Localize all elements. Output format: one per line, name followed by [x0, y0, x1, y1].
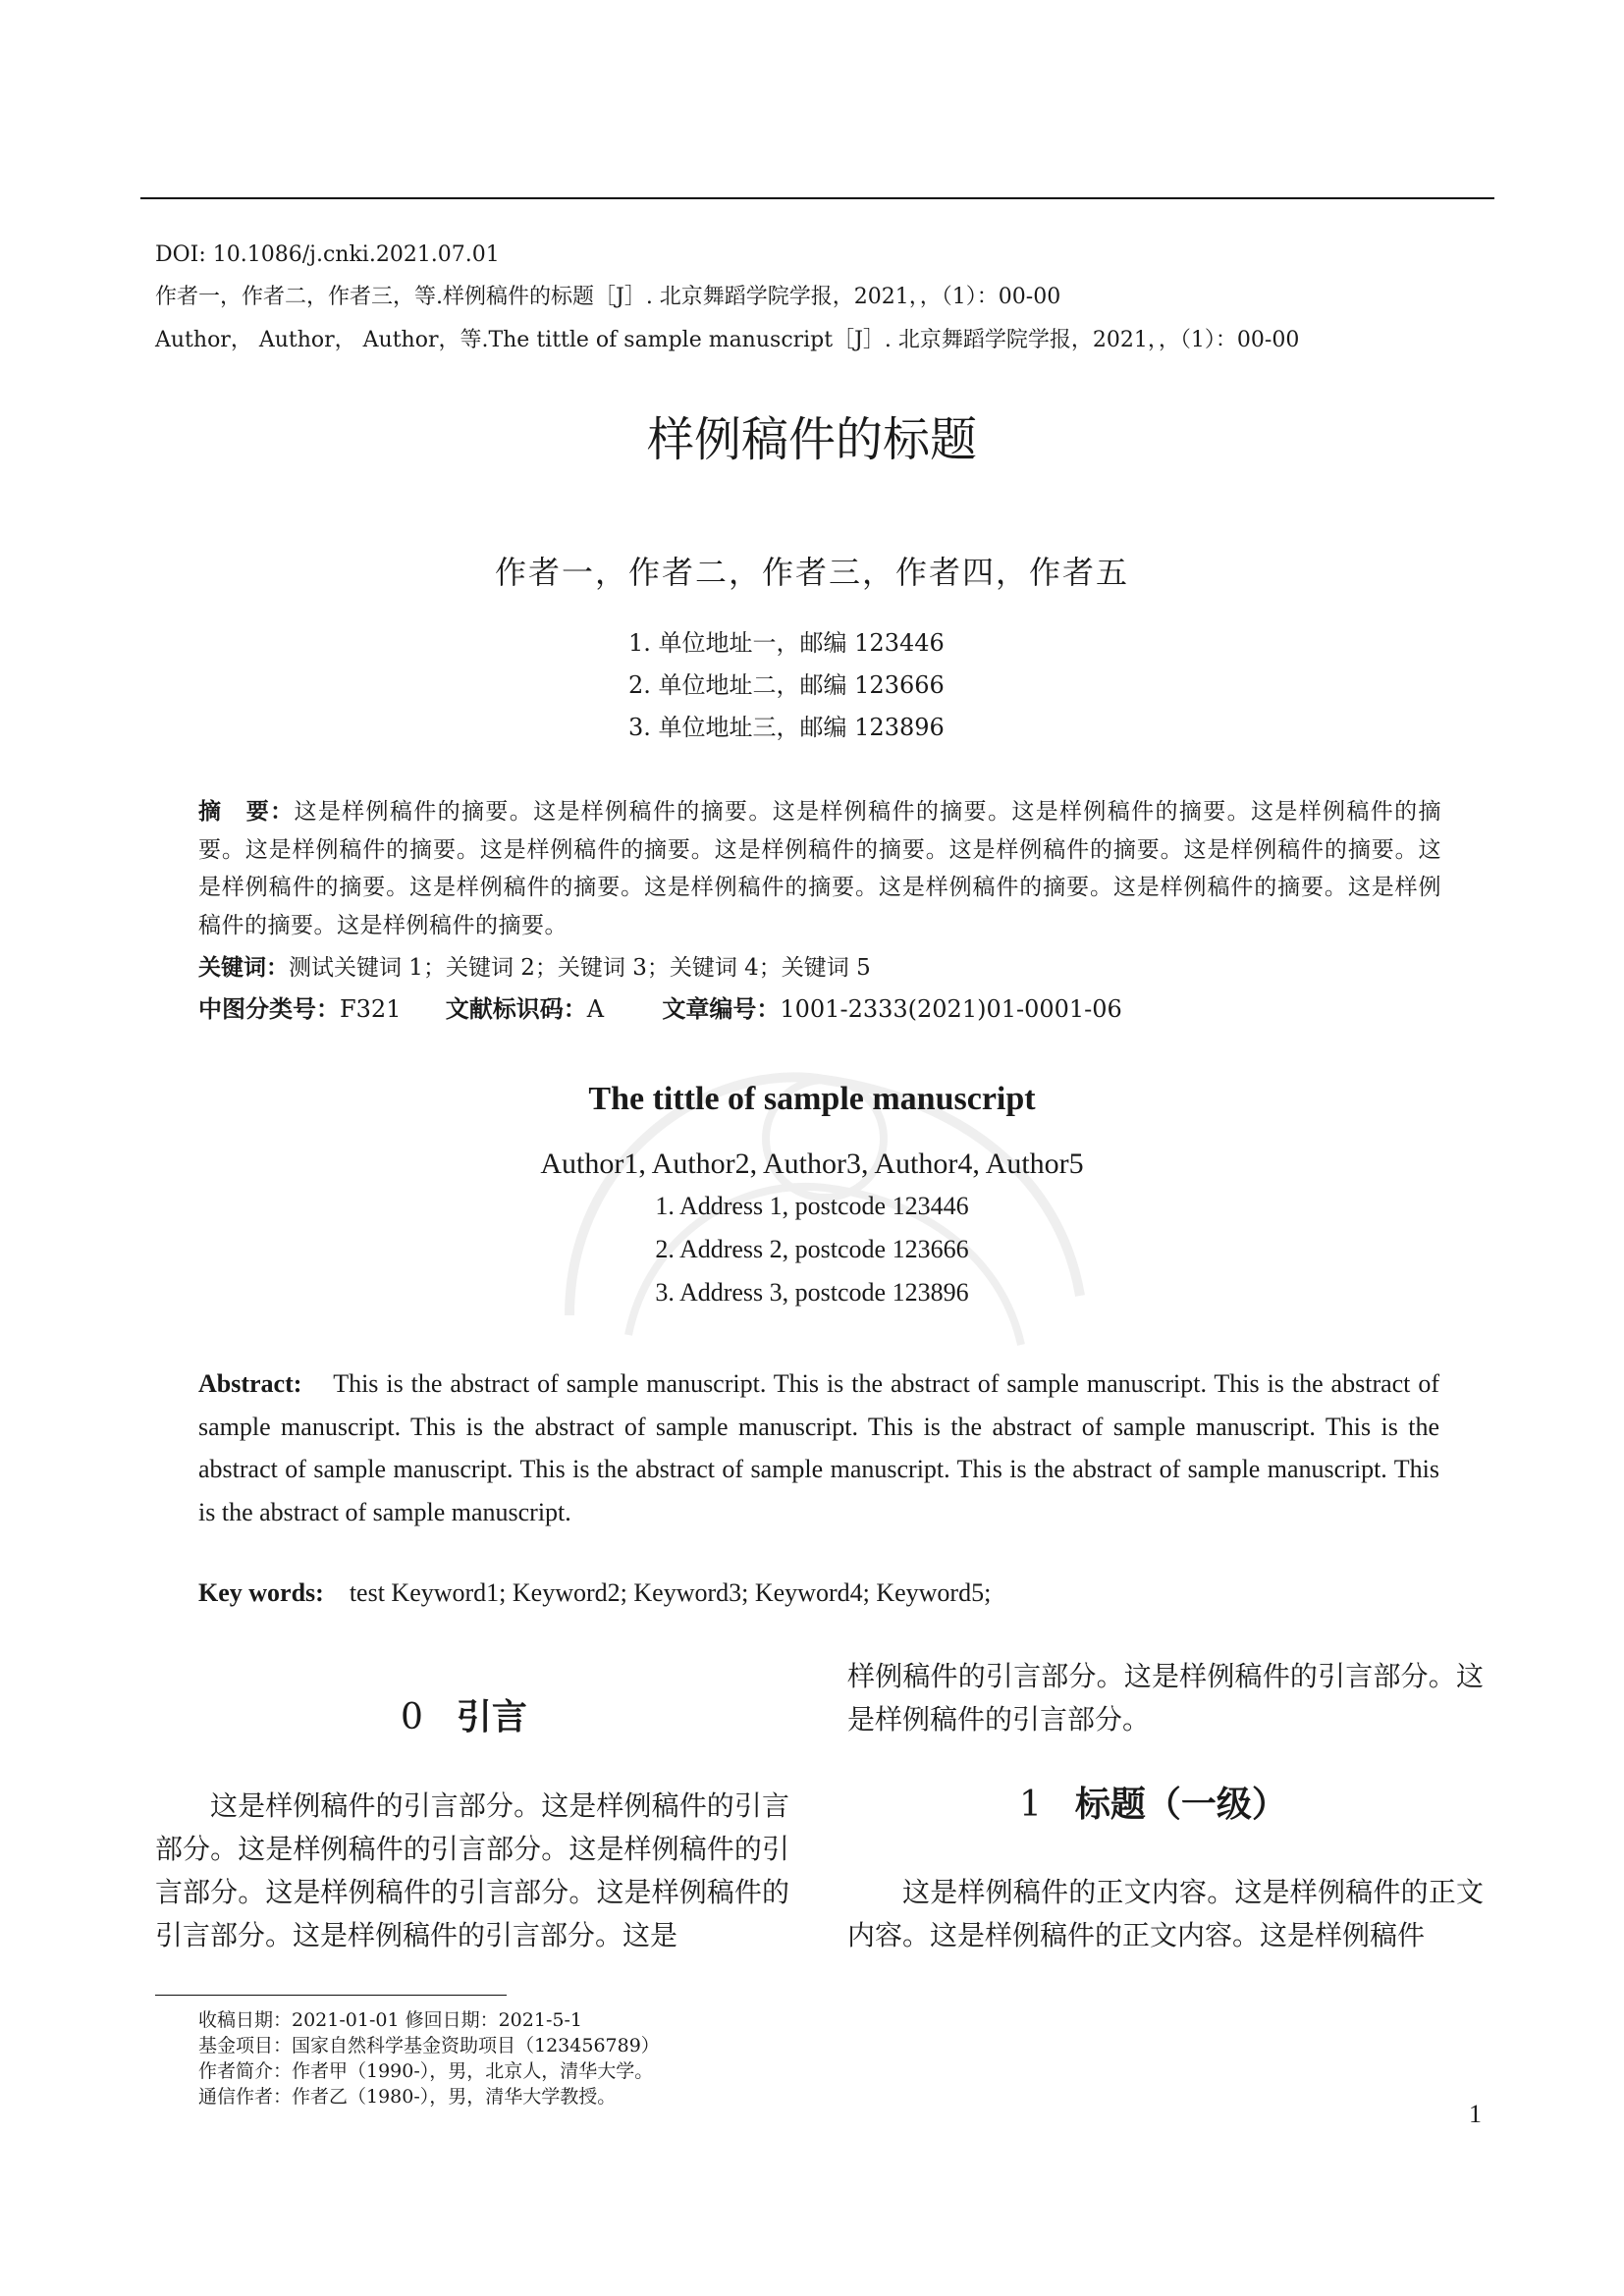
- abstract-en-label: Abstract:: [198, 1369, 302, 1398]
- citation-cn: 作者一，作者二，作者三，等.样例稿件的标题［J］. 北京舞蹈学院学报，2021，，（1）：00-00: [155, 285, 1061, 309]
- footnote-rule: [155, 1995, 507, 1996]
- abstract-en: [198, 1362, 1439, 1533]
- abstract-cn: [198, 793, 1441, 944]
- affiliation-cn-2: 2. 单位地址二，邮编 123666: [628, 671, 945, 699]
- article-number-label: 文章编号：: [662, 994, 781, 1023]
- title-cn: 样例稿件的标题: [646, 412, 977, 467]
- keywords-en-label: Key words:: [198, 1578, 324, 1607]
- intro-paragraph: 这是样例稿件的引言部分。这是样例稿件的引言部分。这是样例稿件的引言部分。这是样例稿件的引言部分。这是样例稿件的引言部分。这是样例稿件的引言部分。这是样例稿件的引言部分。这是: [155, 1789, 789, 1951]
- keywords-cn-text: 测试关键词 1；关键词 2；关键词 3；关键词 4；关键词 5: [289, 955, 871, 981]
- classification-line: [198, 993, 1122, 1025]
- header-rule: [140, 197, 1494, 199]
- affiliation-cn-1: 1. 单位地址一，邮编 123446: [628, 629, 945, 657]
- abstract-cn-label: 摘 要：: [198, 798, 295, 825]
- keywords-en: [198, 1576, 991, 1610]
- intro-paragraph-continued: 样例稿件的引言部分。这是样例稿件的引言部分。这是样例稿件的引言部分。: [847, 1660, 1484, 1735]
- keywords-cn: [198, 952, 871, 984]
- body-paragraph: 这是样例稿件的正文内容。这是样例稿件的正文内容。这是样例稿件的正文内容。这是样例稿件: [847, 1876, 1484, 1951]
- affiliation-en-1: 1. Address 1, postcode 123446: [655, 1192, 969, 1220]
- section-title: 标题（一级）: [1074, 1784, 1287, 1825]
- affiliation-cn-3: 3. 单位地址三，邮编 123896: [628, 714, 945, 741]
- page-number: 1: [1469, 2100, 1482, 2128]
- section-heading-1: [1019, 1781, 1287, 1829]
- footnote-fund: 基金项目：国家自然科学基金资助项目（123456789）: [198, 2035, 660, 2056]
- doc-code-label: 文献标识码：: [445, 994, 587, 1023]
- doc-code-value: A: [586, 995, 605, 1023]
- article-number-value: 1001-2333(2021)01-0001-06: [780, 995, 1122, 1023]
- section-number: 1: [1019, 1785, 1042, 1825]
- keywords-en-text: test Keyword1; Keyword2; Keyword3; Keyword4; Keyword5;: [349, 1578, 992, 1607]
- footnote-received: 收稿日期：2021-01-01 修回日期：2021-5-1: [198, 2009, 582, 2031]
- title-en: The tittle of sample manuscript: [588, 1081, 1036, 1117]
- clc-value: F321: [340, 995, 402, 1023]
- keywords-cn-label: 关键词：: [198, 954, 289, 981]
- section-title: 引言: [456, 1696, 527, 1737]
- doi-line: DOI: 10.1086/j.cnki.2021.07.01: [155, 242, 500, 267]
- authors-en: Author1, Author2, Author3, Author4, Author5: [540, 1148, 1084, 1180]
- abstract-cn-text: 这是样例稿件的摘要。这是样例稿件的摘要。这是样例稿件的摘要。这是样例稿件的摘要。这是样例稿件的摘要。这是样例稿件的摘要。这是样例稿件的摘要。这是样例稿件的摘要。这是样例稿件的摘要。这是样例稿件的摘要。这是样例稿件的摘要。这是样例稿件的摘要。这是样例稿件的摘要。这是样例稿件的摘要。这是样例稿件的摘要。这是样例稿件的摘要。这是样例稿件的摘要。: [198, 799, 1442, 938]
- footnote-corresponding: 通信作者：作者乙（1980-），男，清华大学教授。: [198, 2086, 617, 2108]
- authors-cn: 作者一，作者二，作者三，作者四，作者五: [494, 554, 1129, 591]
- affiliation-en-3: 3. Address 3, postcode 123896: [655, 1278, 969, 1307]
- clc-label: 中图分类号：: [198, 994, 340, 1023]
- section-heading-intro: [401, 1693, 527, 1741]
- affiliation-en-2: 2. Address 2, postcode 123666: [655, 1235, 969, 1263]
- footnote-author-bio: 作者简介：作者甲（1990-），男，北京人，清华大学。: [198, 2060, 654, 2082]
- abstract-en-text: This is the abstract of sample manuscript. This is the abstract of sample manuscript. This is the abstract of sample manuscript. This is the abstract of sample manuscript. This is the abstract of sample manuscript. This is the abstract of sample manuscript. This is the abstract of sample manuscript. This is the abstract of sample manuscript. This is the abstract of sample manuscript.: [198, 1369, 1440, 1526]
- section-number: 0: [401, 1697, 423, 1737]
- citation-en: Author， Author， Author，等.The tittle of sample manuscript［J］. 北京舞蹈学院学报，2021，，（1）：00-00: [155, 328, 1300, 352]
